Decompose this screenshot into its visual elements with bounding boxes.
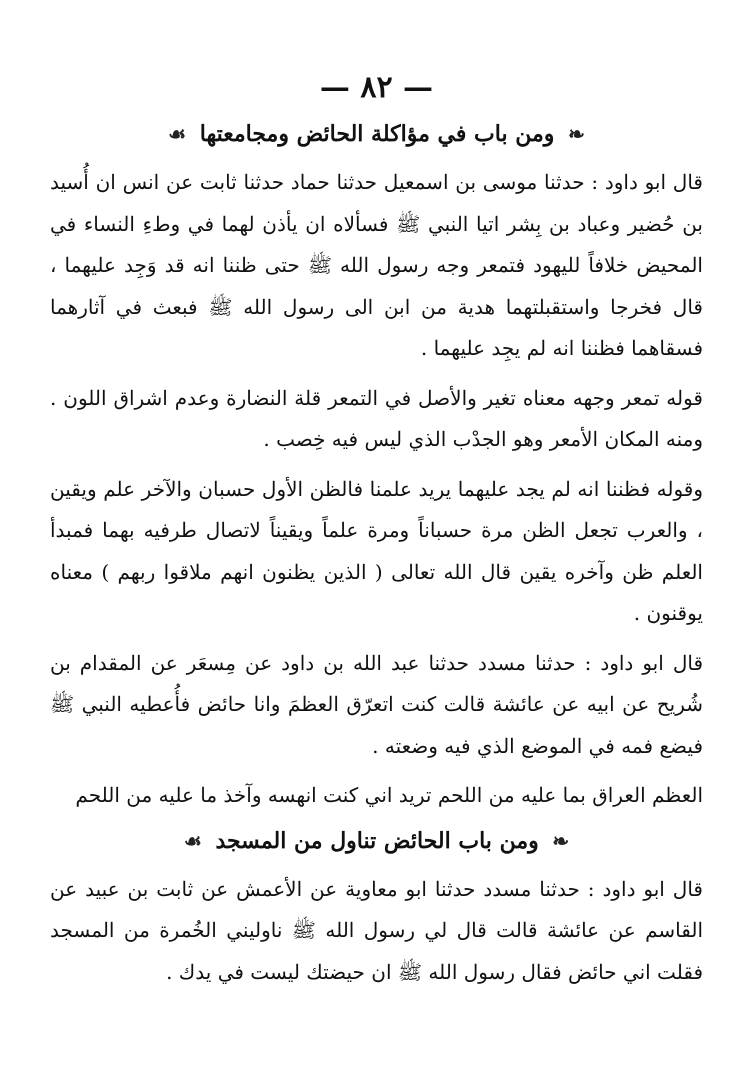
ornament-icon: ☙ (168, 122, 187, 146)
ornament-icon: ❧ (568, 122, 585, 146)
section-heading-taking-from-mosque (50, 821, 703, 861)
section-heading-eating-with-menstruating (50, 114, 703, 154)
section-heading-text: ومن باب الحائض تناول من المسجد (215, 827, 539, 854)
hadith-paragraph: قال ابو داود : حدثنا موسى بن اسمعيل حدثنا حماد حدثنا ثابت عن انس ان أُسيد بن حُضير وعباد بن بِشر اتيا النبي ﷺ فسألاه ان يأذن لهما في وطءِ النساء في المحيض خلافاً لليهود فتمعر وجه رسول الله ﷺ حتى ظننا انه قد وَجِد عليهما ، قال فخرجا واستقبلتهما هدية من ابن الى رسول الله ﷺ فبعث في آثارهما فسقاهما فظننا انه لم يجِد عليهما . (50, 170, 703, 360)
commentary-paragraph: العظم العراق بما عليه من اللحم تريد اني كنت انهسه وآخذ ما عليه من اللحم (75, 783, 703, 807)
section-heading-text: ومن باب في مؤاكلة الحائض ومجامعتها (199, 121, 555, 147)
commentary-paragraph: قوله تمعر وجهه معناه تغير والأصل في التمعر قلة النضارة وعدم اشراق اللون . ومنه المكان الأمعر وهو الجدْب الذي ليس فيه خِصب . (50, 385, 703, 451)
hadith-paragraph: قال ابو داود : حدثنا مسدد حدثنا ابو معاوية عن الأعمش عن ثابت بن عبيد عن القاسم عن عائشة قالت قال لي رسول الله ﷺ ناوليني الخُمرة من المسجد فقلت اني حائض فقال رسول الله ﷺ ان حيضتك ليست في يدك . (50, 876, 703, 984)
ornament-icon: ☙ (183, 828, 202, 853)
page-number: — ٨٢ — (319, 70, 434, 105)
commentary-paragraph: وقوله فظننا انه لم يجد عليهما يريد علمنا فالظن الأول حسبان والآخر علم ويقين ، والعرب تجعل الظن مرة حسباناً ومرة علماً ويقيناً لاتصال طرفيه بهما فمبدأ العلم ظن وآخره يقين قال الله تعالى ( الذين يظنون انهم ملاقوا ربهم ) معناه يوقنون . (50, 476, 703, 625)
hadith-paragraph: قال ابو داود : حدثنا مسدد حدثنا عبد الله بن داود عن مِسعَر عن المقدام بن شُريح عن ابيه عن عائشة قالت كنت اتعرّق العظمَ وانا حائض فأُعطيه النبي ﷺ فيضع فمه في الموضع الذي فيه وضعته . (50, 650, 703, 758)
ornament-icon: ❧ (552, 828, 570, 853)
